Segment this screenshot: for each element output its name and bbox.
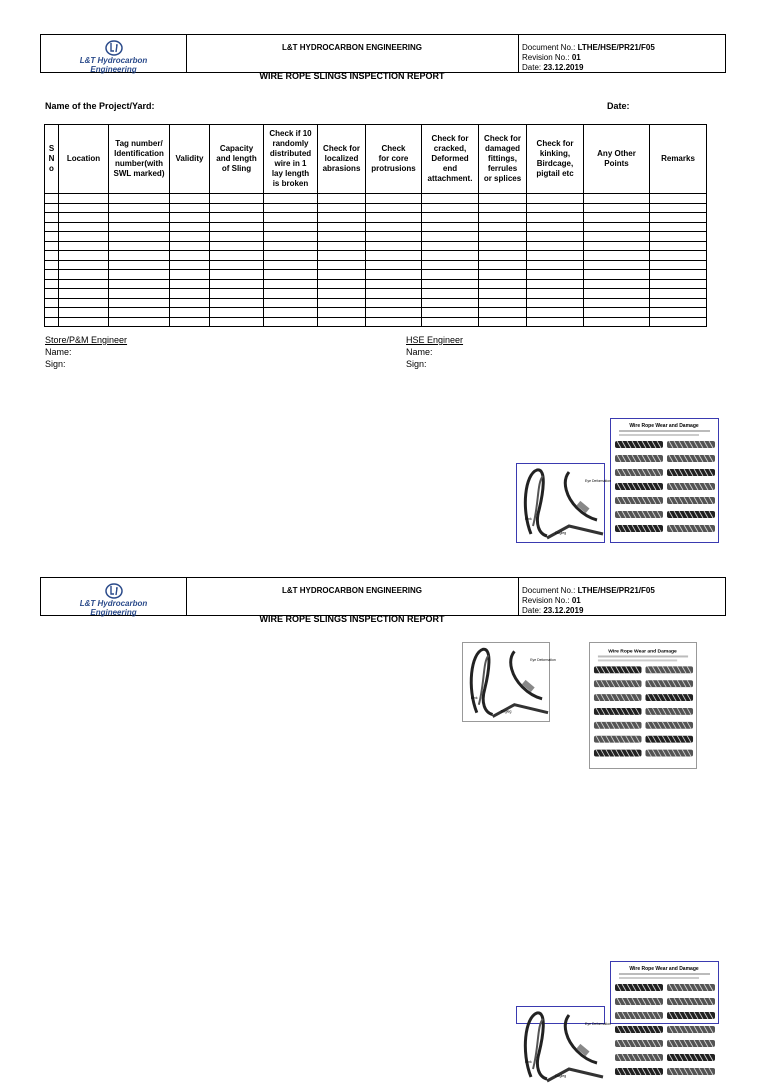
table-header-row [45, 125, 707, 194]
company-logo [41, 35, 187, 72]
label-kink: Kink [525, 1060, 532, 1064]
inspection-table [44, 124, 707, 327]
logo-text-line1: L&T Hydrocarbon [79, 599, 148, 608]
table-cell[interactable] [170, 289, 210, 299]
logo-text-line2: Engineering [90, 608, 137, 617]
table-cell[interactable] [210, 232, 264, 242]
table-cell[interactable] [170, 298, 210, 308]
table-cell[interactable] [210, 298, 264, 308]
table-cell[interactable] [109, 194, 170, 204]
table-cell[interactable] [210, 279, 264, 289]
damage-chart-illustration [611, 419, 718, 542]
table-cell[interactable] [170, 241, 210, 251]
rev-label: Revision No.: [522, 596, 570, 605]
table-cell[interactable] [109, 279, 170, 289]
table-row [45, 232, 707, 242]
table-cell[interactable] [59, 213, 109, 223]
column-header: Tag number/ Identification number(with SWL marked) [109, 125, 170, 194]
damage-chart-title: Wire Rope Wear and Damage [629, 423, 699, 429]
sign-label: Sign: [45, 359, 66, 369]
table-cell[interactable] [527, 308, 584, 318]
doc-no-label: Document No.: [522, 586, 576, 595]
label-dogleg: Dogleg [555, 1074, 567, 1078]
table-cell[interactable] [366, 289, 422, 299]
column-header: Location [59, 125, 109, 194]
table-cell[interactable] [264, 308, 318, 318]
sling-deformation-figure [516, 463, 612, 543]
table-cell[interactable] [59, 232, 109, 242]
table-cell[interactable] [318, 232, 366, 242]
logo-text-line1: L&T Hydrocarbon [79, 56, 148, 65]
table-cell[interactable] [59, 298, 109, 308]
table-cell[interactable] [584, 222, 650, 232]
table-cell[interactable] [264, 289, 318, 299]
table-cell[interactable] [109, 270, 170, 280]
table-cell[interactable] [527, 194, 584, 204]
damage-chart-figure [610, 961, 719, 1024]
table-cell[interactable] [650, 213, 707, 223]
table-cell[interactable] [650, 241, 707, 251]
table-cell[interactable] [264, 251, 318, 261]
table-cell[interactable] [318, 317, 366, 327]
hse-engineer-title: HSE Engineer [406, 335, 464, 345]
table-cell[interactable] [210, 260, 264, 270]
doc-no-label: Document No.: [522, 43, 576, 52]
table-cell[interactable] [366, 203, 422, 213]
label-eye-deformation: Eye Deformation [530, 658, 556, 663]
column-header: Check for damaged fittings, ferrules or splices [479, 125, 527, 194]
table-cell[interactable] [170, 232, 210, 242]
table-cell[interactable] [650, 194, 707, 204]
table-cell[interactable] [318, 251, 366, 261]
column-header: Check for core protrusions [366, 125, 422, 194]
caption-line [619, 977, 699, 979]
table-cell[interactable] [584, 270, 650, 280]
table-cell[interactable] [479, 213, 527, 223]
table-cell[interactable] [584, 289, 650, 299]
table-cell[interactable] [264, 270, 318, 280]
table-cell[interactable] [650, 203, 707, 213]
table-cell[interactable] [366, 194, 422, 204]
table-cell[interactable] [45, 241, 59, 251]
table-cell[interactable] [422, 194, 479, 204]
table-cell[interactable] [264, 232, 318, 242]
table-cell[interactable] [109, 298, 170, 308]
table-cell[interactable] [59, 308, 109, 318]
table-cell[interactable] [170, 260, 210, 270]
table-cell[interactable] [527, 232, 584, 242]
table-cell[interactable] [210, 289, 264, 299]
column-header: Check for cracked, Deformed end attachment. [422, 125, 479, 194]
table-cell[interactable] [650, 232, 707, 242]
table-cell[interactable] [527, 213, 584, 223]
table-cell[interactable] [264, 260, 318, 270]
table-cell[interactable] [584, 213, 650, 223]
caption-line [598, 659, 677, 661]
column-header: Check for kinking, Birdcage, pigtail etc [527, 125, 584, 194]
company-name: L&T HYDROCARBON ENGINEERING [281, 43, 422, 52]
table-cell[interactable] [584, 194, 650, 204]
table-cell[interactable] [584, 317, 650, 327]
table-cell[interactable] [527, 270, 584, 280]
column-header: Capacity and length of Sling [210, 125, 264, 194]
doc-date: 23.12.2019 [543, 63, 584, 72]
table-cell[interactable] [45, 194, 59, 204]
rev-no: 01 [571, 596, 581, 605]
table-cell[interactable] [584, 251, 650, 261]
doc-no: LTHE/HSE/PR21/F05 [577, 586, 655, 595]
table-cell[interactable] [584, 232, 650, 242]
table-cell[interactable] [170, 222, 210, 232]
table-cell[interactable] [479, 232, 527, 242]
table-cell[interactable] [264, 298, 318, 308]
table-cell[interactable] [109, 232, 170, 242]
table-cell[interactable] [366, 222, 422, 232]
table-cell[interactable] [527, 251, 584, 261]
table-cell[interactable] [59, 241, 109, 251]
table-cell[interactable] [422, 213, 479, 223]
table-cell[interactable] [527, 298, 584, 308]
table-cell[interactable] [170, 270, 210, 280]
table-cell[interactable] [170, 251, 210, 261]
hse-engineer-block [406, 334, 463, 370]
table-cell[interactable] [584, 308, 650, 318]
caption-line [619, 434, 699, 436]
table-cell[interactable] [366, 260, 422, 270]
name-label: Name: [45, 347, 72, 357]
table-cell[interactable] [109, 251, 170, 261]
table-cell[interactable] [479, 308, 527, 318]
table-cell[interactable] [59, 270, 109, 280]
table-cell[interactable] [650, 308, 707, 318]
store-engineer-title: Store/P&M Engineer [45, 335, 128, 345]
table-cell[interactable] [45, 279, 59, 289]
label-kink: Kink [470, 695, 478, 700]
table-cell[interactable] [650, 279, 707, 289]
table-cell[interactable] [479, 317, 527, 327]
table-body [45, 194, 707, 327]
sling-illustration [517, 464, 612, 542]
table-row [45, 203, 707, 213]
column-header: Check for localized abrasions [318, 125, 366, 194]
table-cell[interactable] [366, 241, 422, 251]
report-title: WIRE ROPE SLINGS INSPECTION REPORT [259, 71, 445, 81]
table-cell[interactable] [584, 203, 650, 213]
damage-chart-illustration [590, 643, 696, 768]
table-cell[interactable] [45, 203, 59, 213]
rev-label: Revision No.: [522, 53, 570, 62]
date-label: Date: [522, 63, 542, 72]
table-cell[interactable] [479, 270, 527, 280]
table-cell[interactable] [210, 241, 264, 251]
label-dogleg: Dogleg [555, 531, 567, 535]
table-cell[interactable] [318, 270, 366, 280]
table-cell[interactable] [170, 213, 210, 223]
table-cell[interactable] [318, 241, 366, 251]
doc-date: 23.12.2019 [543, 606, 584, 615]
table-cell[interactable] [264, 317, 318, 327]
table-cell[interactable] [422, 222, 479, 232]
table-cell[interactable] [422, 298, 479, 308]
table-cell[interactable] [59, 222, 109, 232]
report-title: WIRE ROPE SLINGS INSPECTION REPORT [259, 614, 445, 624]
table-cell[interactable] [109, 317, 170, 327]
report-header-1 [40, 34, 726, 81]
table-cell[interactable] [366, 213, 422, 223]
table-cell[interactable] [366, 298, 422, 308]
table-cell[interactable] [584, 279, 650, 289]
table-cell[interactable] [210, 222, 264, 232]
date-label: Date: [522, 606, 542, 615]
table-cell[interactable] [650, 317, 707, 327]
table-cell[interactable] [45, 298, 59, 308]
table-cell[interactable] [479, 203, 527, 213]
table-cell[interactable] [318, 279, 366, 289]
table-cell[interactable] [45, 317, 59, 327]
table-cell[interactable] [527, 317, 584, 327]
caption-line [619, 430, 710, 432]
logo-text-line2: Engineering [90, 65, 137, 74]
table-cell[interactable] [584, 298, 650, 308]
lt-logo-icon [105, 40, 123, 56]
label-eye-deformation: Eye Deformation [585, 1022, 612, 1026]
table-row [45, 222, 707, 232]
table-cell[interactable] [45, 222, 59, 232]
table-cell[interactable] [109, 308, 170, 318]
table-cell[interactable] [650, 251, 707, 261]
table-cell[interactable] [318, 213, 366, 223]
table-cell[interactable] [650, 298, 707, 308]
table-row [45, 241, 707, 251]
damage-chart-figure [589, 642, 697, 769]
doc-no: LTHE/HSE/PR21/F05 [577, 43, 655, 52]
table-cell[interactable] [650, 260, 707, 270]
table-row [45, 194, 707, 204]
table-cell[interactable] [45, 289, 59, 299]
table-cell[interactable] [479, 222, 527, 232]
table-cell[interactable] [422, 279, 479, 289]
table-cell[interactable] [59, 260, 109, 270]
table-cell[interactable] [479, 251, 527, 261]
table-cell[interactable] [650, 270, 707, 280]
column-header: Check if 10 randomly distributed wire in 1 lay length is broken [264, 125, 318, 194]
table-cell[interactable] [318, 194, 366, 204]
header-title-cell [186, 35, 519, 81]
table-cell[interactable] [318, 222, 366, 232]
table-row [45, 289, 707, 299]
table-cell[interactable] [264, 241, 318, 251]
header-title-cell [186, 578, 519, 624]
table-cell[interactable] [527, 222, 584, 232]
table-cell[interactable] [45, 232, 59, 242]
column-header: Any Other Points [584, 125, 650, 194]
name-label: Name: [406, 347, 433, 357]
company-logo [41, 578, 187, 615]
table-cell[interactable] [366, 232, 422, 242]
table-cell[interactable] [318, 298, 366, 308]
table-cell[interactable] [45, 251, 59, 261]
table-cell[interactable] [422, 260, 479, 270]
report-date-label: Date: [607, 101, 630, 111]
damage-chart-figure [610, 418, 719, 543]
table-cell[interactable] [109, 222, 170, 232]
label-dogleg: Dogleg [500, 709, 512, 714]
table-cell[interactable] [527, 279, 584, 289]
table-row [45, 279, 707, 289]
table-cell[interactable] [422, 317, 479, 327]
table-cell[interactable] [59, 289, 109, 299]
store-engineer-block [45, 334, 127, 370]
doc-info [518, 578, 725, 615]
table-cell[interactable] [264, 222, 318, 232]
table-cell[interactable] [366, 270, 422, 280]
table-cell[interactable] [366, 317, 422, 327]
table-cell[interactable] [170, 203, 210, 213]
damage-chart-title: Wire Rope Wear and Damage [629, 966, 699, 972]
table-row [45, 251, 707, 261]
sling-illustration [463, 643, 556, 721]
report-header-2 [40, 577, 726, 624]
table-cell[interactable] [264, 203, 318, 213]
table-cell[interactable] [527, 203, 584, 213]
table-cell[interactable] [170, 279, 210, 289]
table-cell[interactable] [264, 279, 318, 289]
table-cell[interactable] [59, 251, 109, 261]
table-row [45, 317, 707, 327]
caption-line [619, 973, 710, 975]
table-cell[interactable] [264, 194, 318, 204]
table-cell[interactable] [170, 308, 210, 318]
doc-info [518, 35, 725, 72]
table-row [45, 308, 707, 318]
table-cell[interactable] [584, 241, 650, 251]
table-cell[interactable] [318, 203, 366, 213]
table-cell[interactable] [109, 213, 170, 223]
table-cell[interactable] [479, 279, 527, 289]
table-cell[interactable] [210, 194, 264, 204]
table-cell[interactable] [479, 289, 527, 299]
table-cell[interactable] [366, 251, 422, 261]
table-cell[interactable] [584, 260, 650, 270]
table-cell[interactable] [479, 194, 527, 204]
table-cell[interactable] [422, 270, 479, 280]
table-cell[interactable] [170, 317, 210, 327]
table-cell[interactable] [59, 317, 109, 327]
column-header: Validity [170, 125, 210, 194]
table-cell[interactable] [45, 270, 59, 280]
lt-logo-icon [105, 583, 123, 599]
table-cell[interactable] [109, 241, 170, 251]
table-row [45, 213, 707, 223]
table-cell[interactable] [210, 308, 264, 318]
table-cell[interactable] [45, 308, 59, 318]
table-cell[interactable] [59, 279, 109, 289]
table-cell[interactable] [650, 222, 707, 232]
table-cell[interactable] [109, 289, 170, 299]
table-cell[interactable] [109, 260, 170, 270]
table-row [45, 270, 707, 280]
table-cell[interactable] [109, 203, 170, 213]
table-cell[interactable] [318, 289, 366, 299]
label-kink: Kink [525, 517, 532, 521]
table-cell[interactable] [318, 260, 366, 270]
table-cell[interactable] [210, 317, 264, 327]
table-cell[interactable] [650, 289, 707, 299]
table-cell[interactable] [527, 260, 584, 270]
sign-label: Sign: [406, 359, 427, 369]
table-cell[interactable] [422, 289, 479, 299]
table-cell[interactable] [210, 270, 264, 280]
project-field-label: Name of the Project/Yard: [45, 101, 155, 111]
table-cell[interactable] [366, 308, 422, 318]
table-cell[interactable] [422, 308, 479, 318]
table-cell[interactable] [210, 203, 264, 213]
company-name: L&T HYDROCARBON ENGINEERING [281, 586, 422, 595]
damage-chart-illustration [611, 962, 718, 1085]
table-cell[interactable] [527, 289, 584, 299]
table-cell[interactable] [45, 260, 59, 270]
table-row [45, 298, 707, 308]
table-cell[interactable] [422, 232, 479, 242]
table-cell[interactable] [59, 203, 109, 213]
table-cell[interactable] [479, 260, 527, 270]
table-cell[interactable] [527, 241, 584, 251]
sling-deformation-figure [516, 1006, 612, 1078]
table-cell[interactable] [45, 213, 59, 223]
column-header: Remarks [650, 125, 707, 194]
table-cell[interactable] [264, 213, 318, 223]
table-cell[interactable] [318, 308, 366, 318]
table-cell[interactable] [366, 279, 422, 289]
table-cell[interactable] [479, 241, 527, 251]
rev-no: 01 [571, 53, 581, 62]
column-header: S N o [45, 125, 59, 194]
sling-deformation-figure [462, 642, 556, 722]
table-cell[interactable] [422, 203, 479, 213]
table-cell[interactable] [170, 194, 210, 204]
table-row [45, 260, 707, 270]
table-cell[interactable] [210, 213, 264, 223]
table-cell[interactable] [59, 194, 109, 204]
damage-chart-title: Wire Rope Wear and Damage [608, 649, 677, 655]
label-eye-deformation: Eye Deformation [585, 479, 612, 483]
table-cell[interactable] [422, 251, 479, 261]
sling-illustration [517, 1007, 612, 1085]
caption-line [598, 655, 688, 657]
table-cell[interactable] [479, 298, 527, 308]
table-cell[interactable] [210, 251, 264, 261]
table-cell[interactable] [422, 241, 479, 251]
